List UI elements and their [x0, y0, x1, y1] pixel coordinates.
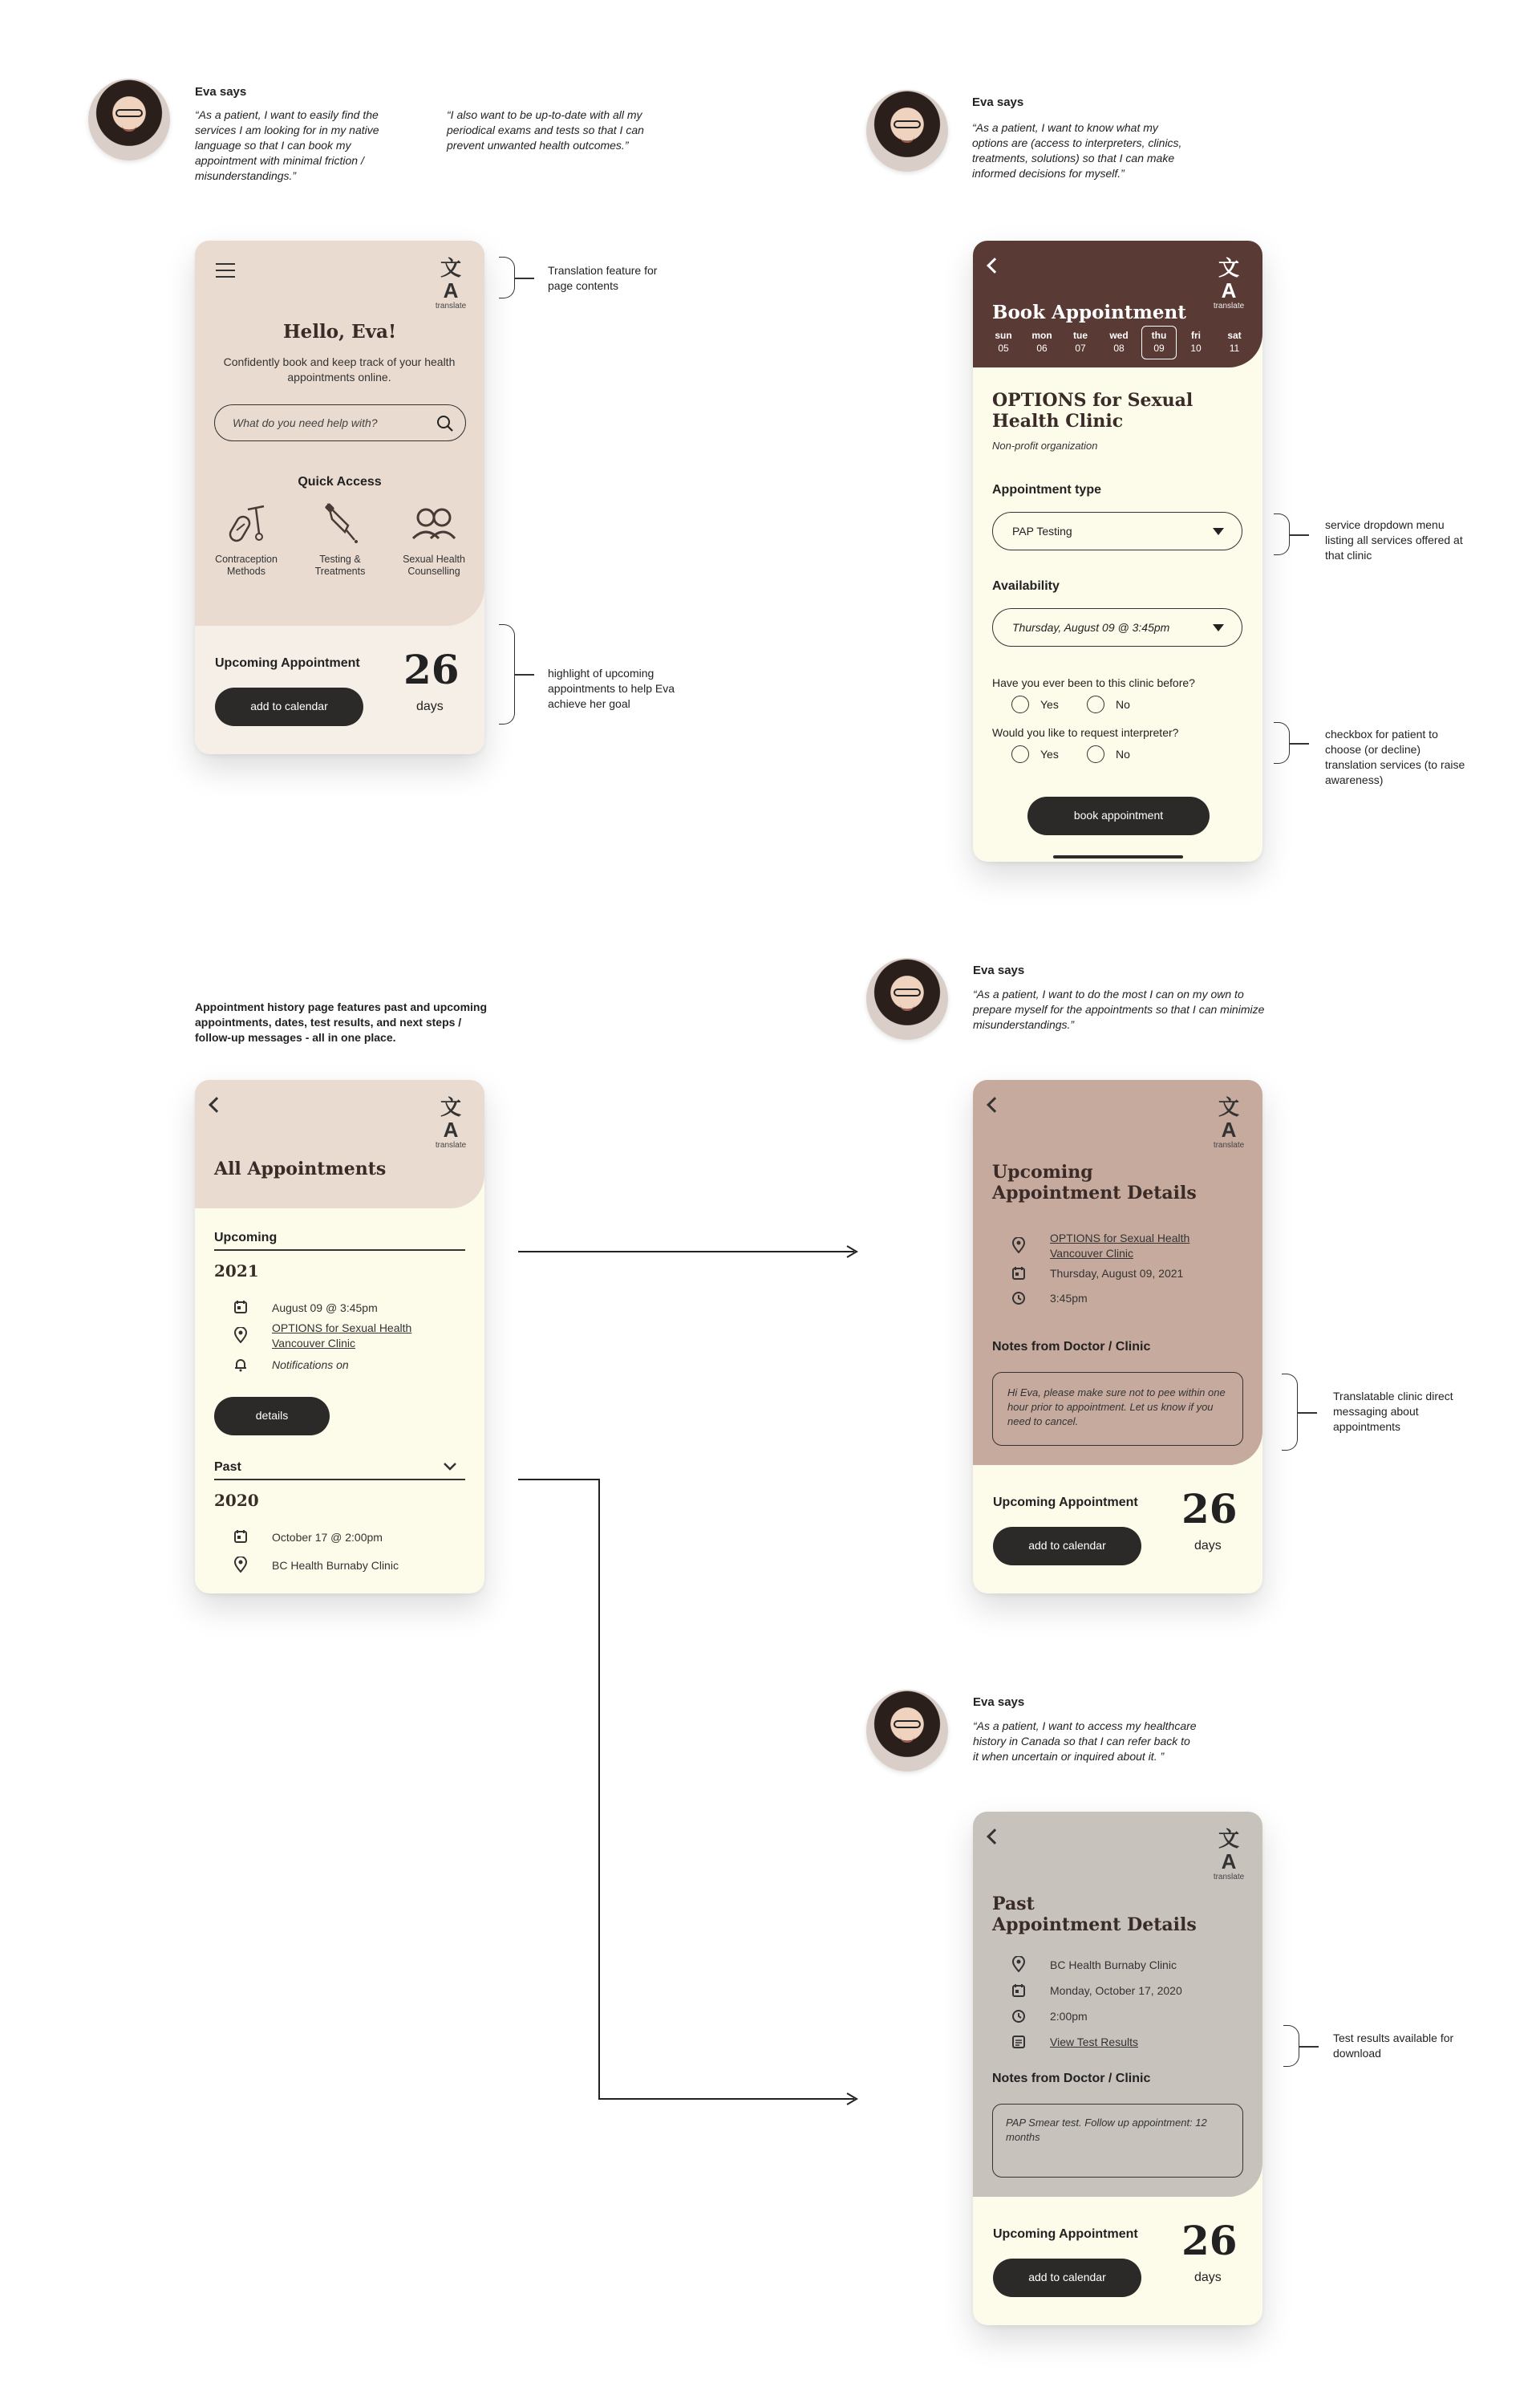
eva-quote-5: “As a patient, I want to access my healthcare history in Canada so that I can refer back to it when uncertain or inquired about it. ” [973, 1719, 1197, 1763]
search-icon[interactable] [436, 415, 454, 432]
home-screen [195, 241, 484, 754]
all-header [195, 1080, 484, 1208]
translate-button[interactable] [435, 257, 467, 311]
greeting: Hello, Eva! [282, 321, 397, 343]
past-details-screen [973, 1812, 1262, 2325]
divider [214, 1249, 465, 1251]
chevron-down-icon[interactable] [443, 1462, 457, 1471]
day-num: 08 [1113, 343, 1125, 354]
clinic-notes-box [992, 1372, 1243, 1446]
translate-label: translate [1213, 1141, 1245, 1150]
radio-label-yes: Yes [1040, 748, 1059, 761]
annotation-connector [515, 278, 534, 279]
day-fri[interactable] [1177, 329, 1215, 355]
day-num: 07 [1075, 343, 1086, 354]
all-title: All Appointments [214, 1159, 387, 1179]
past-clinic: BC Health Burnaby Clinic [272, 1559, 399, 1572]
eva-avatar [866, 90, 948, 172]
calendar-icon [233, 1529, 248, 1544]
clinic-notes-text: PAP Smear test. Follow up appointment: 12 months [1006, 2117, 1207, 2143]
tile-label: Testing & Treatments [314, 554, 366, 577]
annotation-translation: Translation feature for page contents [548, 264, 658, 292]
add-to-calendar-button[interactable]: add to calendar [993, 1527, 1141, 1565]
appointment-date: Thursday, August 09, 2021 [1050, 1267, 1184, 1280]
details-title-line1: Past [992, 1894, 1035, 1914]
view-test-results-link[interactable]: View Test Results [1050, 2036, 1138, 2048]
add-to-calendar-button[interactable]: add to calendar [993, 2259, 1141, 2297]
day-name: mon [1031, 330, 1052, 341]
eva-says-label: Eva says [973, 1695, 1025, 1709]
location-pin-icon [1011, 1956, 1026, 1972]
radio-label-no: No [1116, 748, 1130, 761]
annotation-bracket [1283, 2025, 1299, 2067]
annotation-bracket [499, 624, 515, 725]
book-title: Book Appointment [992, 302, 1186, 323]
clinic-org: Non-profit organization [992, 440, 1098, 452]
details-title-line2: Appointment Details [992, 1183, 1197, 1204]
past-heading: Past [214, 1460, 241, 1474]
translate-button[interactable] [1213, 1096, 1245, 1150]
past-date: October 17 @ 2:00pm [272, 1531, 383, 1544]
radio-label-yes: Yes [1040, 698, 1059, 711]
clock-icon [1011, 1291, 1026, 1305]
annotation-connector [1299, 2046, 1319, 2048]
calendar-icon [233, 1300, 248, 1314]
day-picker [984, 329, 1254, 363]
upcoming-details-header [973, 1080, 1262, 1465]
day-sat[interactable] [1215, 329, 1254, 355]
bell-icon [233, 1358, 248, 1372]
past-details-header [973, 1812, 1262, 2197]
day-mon[interactable] [1023, 329, 1061, 355]
translate-icon: 文A [440, 1095, 461, 1142]
back-icon[interactable] [987, 1097, 1003, 1113]
quick-tile-contraception[interactable] [206, 501, 286, 578]
flow-arrows [513, 1236, 866, 2118]
clinic-notes-box [992, 2104, 1243, 2178]
translate-label: translate [1213, 1873, 1245, 1881]
days-label: days [1194, 2271, 1222, 2284]
year-2020: 2020 [214, 1491, 259, 1510]
translate-button[interactable] [435, 1096, 467, 1150]
book-header [973, 241, 1262, 367]
eva-quote-3: “As a patient, I want to know what my options are (access to interpreters, clinics, treatments, solutions) so that I can make informed decisions for myself.” [972, 121, 1182, 180]
pill-icon [224, 501, 269, 546]
annotation-connector [1290, 743, 1309, 745]
radio-interpreter-no[interactable] [1087, 745, 1104, 763]
eva-says-label: Eva says [195, 85, 247, 99]
eva-quote-1: “As a patient, I want to easily find the services I am looking for in my native language so that I can book my appointment with minimal friction / misunderstandings.” [195, 108, 379, 182]
clinic-notes-text: Hi Eva, please make sure not to pee within one hour prior to appointment. Let us know if you need to cancel. [1007, 1386, 1226, 1427]
chevron-down-icon [1213, 528, 1224, 535]
eva-avatar [866, 958, 948, 1040]
add-to-calendar-button[interactable]: add to calendar [215, 688, 363, 726]
translate-button[interactable] [1213, 1828, 1245, 1881]
upcoming-date: August 09 @ 3:45pm [272, 1301, 378, 1314]
annotation-highlight: highlight of upcoming appointments to help Eva achieve her goal [548, 667, 675, 710]
eva-avatar [88, 79, 170, 160]
menu-icon[interactable] [216, 263, 235, 282]
radio-before-no[interactable] [1087, 696, 1104, 713]
chevron-down-icon [1213, 624, 1224, 631]
annotation-connector [515, 674, 534, 676]
upcoming-label: Upcoming Appointment [993, 2227, 1138, 2241]
upcoming-label: Upcoming Appointment [993, 1496, 1138, 1509]
document-icon [1011, 2035, 1026, 2049]
eva-says-label: Eva says [973, 964, 1025, 977]
annotation-results: Test results available for download [1333, 2032, 1454, 2060]
day-num: 10 [1190, 343, 1202, 354]
location-pin-icon [233, 1557, 248, 1573]
translate-icon: 文A [440, 256, 461, 302]
dropper-icon [318, 501, 363, 546]
notes-label: Notes from Doctor / Clinic [992, 1340, 1151, 1354]
day-sun[interactable] [984, 329, 1023, 355]
details-button[interactable]: details [214, 1397, 330, 1435]
day-name: sat [1227, 330, 1242, 341]
day-name: wed [1109, 330, 1129, 341]
annotation-messaging: Translatable clinic direct messaging about appointments [1333, 1390, 1453, 1433]
appointment-type-select[interactable] [992, 512, 1242, 550]
search-input[interactable]: What do you need help with? [233, 416, 378, 429]
year-2021: 2021 [214, 1261, 259, 1281]
translate-label: translate [435, 302, 467, 311]
location-pin-icon [233, 1327, 248, 1343]
all-appointments-screen [195, 1080, 484, 1593]
translate-icon: 文A [1218, 1827, 1239, 1873]
annotation-bracket [1274, 513, 1290, 555]
question-interpreter: Would you like to request interpreter? [992, 726, 1179, 739]
quick-access-title: Quick Access [298, 475, 382, 489]
radio-label-no: No [1116, 698, 1130, 711]
upcoming-heading: Upcoming [214, 1231, 278, 1244]
annotation-bracket [1282, 1374, 1298, 1451]
location-pin-icon [1011, 1237, 1026, 1253]
book-appointment-button[interactable]: book appointment [1027, 797, 1210, 835]
appointment-time: 2:00pm [1050, 2010, 1088, 2023]
divider [214, 1479, 465, 1480]
translate-label: translate [1213, 302, 1245, 311]
appointment-type-label: Appointment type [992, 483, 1101, 497]
quick-tile-testing[interactable] [300, 501, 380, 578]
appointment-time: 3:45pm [1050, 1292, 1088, 1305]
tile-label: Contraception Methods [215, 554, 278, 577]
translate-icon: 文A [1218, 1095, 1239, 1142]
annotation-bracket [499, 257, 515, 298]
day-num: 06 [1036, 343, 1048, 354]
eva-quote-2: “I also want to be up-to-date with all my periodical exams and tests so that I can prevent unwanted health outcomes.” [447, 108, 644, 152]
notes-label: Notes from Doctor / Clinic [992, 2072, 1151, 2085]
eva-avatar [866, 1690, 948, 1772]
day-thu-selected[interactable] [1141, 326, 1177, 359]
details-title-line2: Appointment Details [992, 1914, 1197, 1935]
annotation-connector [1290, 534, 1309, 536]
home-indicator [1053, 855, 1183, 858]
days-label: days [416, 700, 444, 713]
search-field[interactable] [214, 404, 466, 441]
upcoming-label: Upcoming Appointment [215, 656, 360, 670]
days-count: 26 [1181, 2217, 1238, 2264]
days-count: 26 [1181, 1485, 1238, 1532]
day-name: thu [1151, 330, 1167, 341]
book-appointment-screen [973, 241, 1262, 862]
translate-icon: 文A [1218, 256, 1239, 302]
appointment-type-value: PAP Testing [1012, 525, 1072, 538]
clinic-link[interactable]: OPTIONS for Sexual Health Vancouver Clinic [1050, 1232, 1190, 1260]
eva-quote-4: “As a patient, I want to do the most I can on my own to prepare myself for the appointments so that I can minimize misunderstandings.” [973, 988, 1265, 1031]
day-name: tue [1073, 330, 1088, 341]
translate-button[interactable] [1213, 257, 1245, 311]
clinic-name: BC Health Burnaby Clinic [1050, 1958, 1177, 1971]
people-icon [410, 501, 458, 546]
day-name: sun [995, 330, 1012, 341]
tile-label: Sexual Health Counselling [403, 554, 465, 577]
day-tue[interactable] [1061, 329, 1100, 355]
home-subtitle: Confidently book and keep track of your health appointments online. [223, 355, 456, 384]
translate-label: translate [435, 1141, 467, 1150]
availability-select[interactable] [992, 608, 1242, 647]
details-title-line1: Upcoming [992, 1162, 1093, 1183]
quick-tile-counselling[interactable] [394, 501, 474, 578]
eva-says-label: Eva says [972, 95, 1024, 109]
clinic-name: OPTIONS for Sexual Health Clinic [992, 390, 1194, 432]
radio-interpreter-yes[interactable] [1011, 745, 1029, 763]
day-wed[interactable] [1100, 329, 1138, 355]
availability-value: Thursday, August 09 @ 3:45pm [1012, 621, 1170, 634]
home-header [195, 241, 484, 626]
clock-icon [1011, 2009, 1026, 2023]
days-count: 26 [403, 646, 460, 693]
annotation-dropdown: service dropdown menu listing all services offered at that clinic [1325, 518, 1463, 562]
appointment-date: Monday, October 17, 2020 [1050, 1984, 1182, 1997]
annotation-checkbox: checkbox for patient to choose (or decline) translation services (to raise awareness) [1325, 728, 1465, 786]
day-name: fri [1191, 330, 1201, 341]
radio-before-yes[interactable] [1011, 696, 1029, 713]
day-num: 09 [1153, 343, 1165, 354]
back-icon[interactable] [987, 258, 1003, 274]
back-icon[interactable] [987, 1829, 1003, 1845]
notifications-status: Notifications on [272, 1358, 349, 1371]
day-num: 11 [1229, 343, 1240, 354]
calendar-icon [1011, 1266, 1026, 1281]
day-num: 05 [998, 343, 1009, 354]
question-before: Have you ever been to this clinic before? [992, 676, 1195, 689]
annotation-history: Appointment history page features past and upcoming appointments, dates, test results, and next steps / follow-up messages - all in one place. [195, 1001, 488, 1044]
upcoming-details-screen [973, 1080, 1262, 1593]
days-label: days [1194, 1539, 1222, 1553]
annotation-connector [1298, 1412, 1317, 1414]
availability-label: Availability [992, 579, 1060, 593]
calendar-icon [1011, 1983, 1026, 1998]
annotation-bracket [1274, 722, 1290, 764]
upcoming-clinic-link[interactable]: OPTIONS for Sexual Health Vancouver Clinic [272, 1321, 412, 1350]
back-icon[interactable] [209, 1097, 225, 1113]
